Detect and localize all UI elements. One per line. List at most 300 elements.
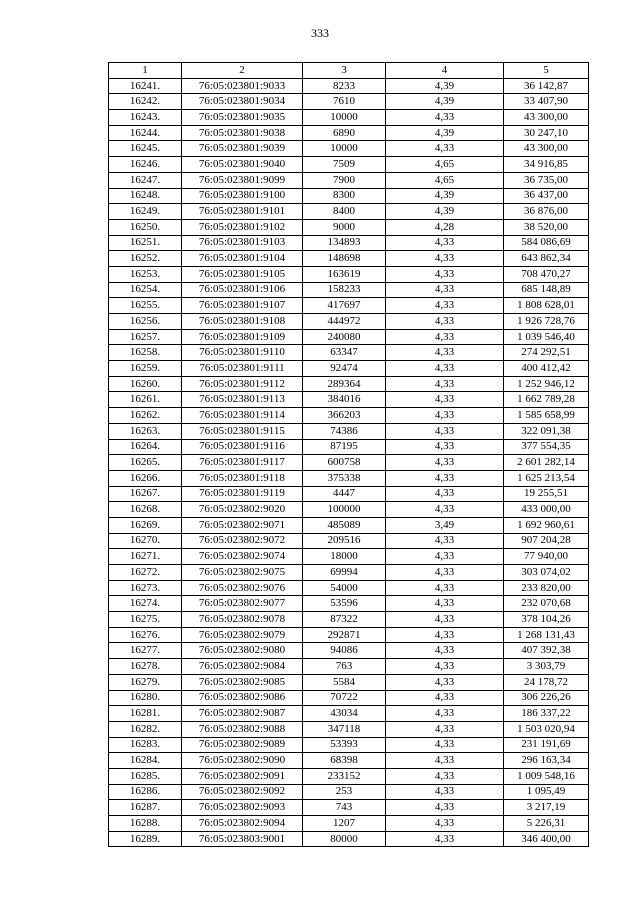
area-cell: 5584 xyxy=(303,674,386,690)
rate-cell: 4,33 xyxy=(386,470,504,486)
rate-cell: 4,33 xyxy=(386,831,504,847)
table-row xyxy=(109,800,589,816)
area-cell: 74386 xyxy=(303,423,386,439)
area-cell: 158233 xyxy=(303,282,386,298)
cadastral-number-cell: 76:05:023801:9040 xyxy=(182,157,303,173)
table-row xyxy=(109,596,589,612)
amount-cell: 322 091,38 xyxy=(504,423,589,439)
cadastral-number-cell: 76:05:023801:9099 xyxy=(182,172,303,188)
row-number-cell: 16285. xyxy=(109,768,182,784)
table-row xyxy=(109,251,589,267)
column-header-3: 3 xyxy=(303,63,386,79)
area-cell: 6890 xyxy=(303,125,386,141)
table-row xyxy=(109,706,589,722)
amount-cell: 19 255,51 xyxy=(504,486,589,502)
area-cell: 4447 xyxy=(303,486,386,502)
rate-cell: 4,28 xyxy=(386,219,504,235)
rate-cell: 4,33 xyxy=(386,502,504,518)
column-header-2: 2 xyxy=(182,63,303,79)
table-row xyxy=(109,816,589,832)
area-cell: 347118 xyxy=(303,721,386,737)
amount-cell: 1 268 131,43 xyxy=(504,627,589,643)
table-row xyxy=(109,282,589,298)
row-number-cell: 16274. xyxy=(109,596,182,612)
table-row xyxy=(109,565,589,581)
area-cell: 1207 xyxy=(303,816,386,832)
cadastral-number-cell: 76:05:023801:9113 xyxy=(182,392,303,408)
amount-cell: 1 926 728,76 xyxy=(504,314,589,330)
column-header-1: 1 xyxy=(109,63,182,79)
table-row xyxy=(109,502,589,518)
area-cell: 69994 xyxy=(303,565,386,581)
amount-cell: 1 503 020,94 xyxy=(504,721,589,737)
table-row xyxy=(109,219,589,235)
amount-cell: 643 862,34 xyxy=(504,251,589,267)
cadastral-number-cell: 76:05:023801:9104 xyxy=(182,251,303,267)
row-number-cell: 16286. xyxy=(109,784,182,800)
rate-cell: 4,39 xyxy=(386,78,504,94)
cadastral-number-cell: 76:05:023801:9102 xyxy=(182,219,303,235)
table-row xyxy=(109,157,589,173)
row-number-cell: 16253. xyxy=(109,266,182,282)
area-cell: 253 xyxy=(303,784,386,800)
rate-cell: 4,65 xyxy=(386,172,504,188)
cadastral-number-cell: 76:05:023801:9117 xyxy=(182,455,303,471)
rate-cell: 4,33 xyxy=(386,439,504,455)
area-cell: 10000 xyxy=(303,141,386,157)
cadastral-number-cell: 76:05:023802:9078 xyxy=(182,612,303,628)
area-cell: 87195 xyxy=(303,439,386,455)
rate-cell: 4,33 xyxy=(386,690,504,706)
row-number-cell: 16241. xyxy=(109,78,182,94)
table-row xyxy=(109,486,589,502)
cadastral-number-cell: 76:05:023801:9110 xyxy=(182,345,303,361)
row-number-cell: 16256. xyxy=(109,314,182,330)
cadastral-number-cell: 76:05:023801:9111 xyxy=(182,361,303,377)
rate-cell: 4,33 xyxy=(386,753,504,769)
table-row xyxy=(109,392,589,408)
rate-cell: 4,33 xyxy=(386,266,504,282)
row-number-cell: 16252. xyxy=(109,251,182,267)
area-cell: 134893 xyxy=(303,235,386,251)
area-cell: 375338 xyxy=(303,470,386,486)
data-table xyxy=(108,62,589,847)
amount-cell: 1 585 658,99 xyxy=(504,408,589,424)
amount-cell: 1 252 946,12 xyxy=(504,376,589,392)
cadastral-number-cell: 76:05:023802:9074 xyxy=(182,549,303,565)
table-row xyxy=(109,643,589,659)
cadastral-number-cell: 76:05:023801:9103 xyxy=(182,235,303,251)
amount-cell: 1 009 548,16 xyxy=(504,768,589,784)
cadastral-number-cell: 76:05:023802:9084 xyxy=(182,659,303,675)
rate-cell: 4,33 xyxy=(386,392,504,408)
table-row xyxy=(109,580,589,596)
table-row xyxy=(109,517,589,533)
table-row xyxy=(109,408,589,424)
amount-cell: 232 070,68 xyxy=(504,596,589,612)
rate-cell: 4,33 xyxy=(386,345,504,361)
row-number-cell: 16282. xyxy=(109,721,182,737)
header-row xyxy=(109,63,589,79)
table-row xyxy=(109,78,589,94)
rate-cell: 4,33 xyxy=(386,329,504,345)
amount-cell: 43 300,00 xyxy=(504,141,589,157)
cadastral-number-cell: 76:05:023802:9020 xyxy=(182,502,303,518)
cadastral-number-cell: 76:05:023801:9108 xyxy=(182,314,303,330)
table-row xyxy=(109,298,589,314)
rate-cell: 4,33 xyxy=(386,580,504,596)
rate-cell: 3,49 xyxy=(386,517,504,533)
amount-cell: 24 178,72 xyxy=(504,674,589,690)
row-number-cell: 16254. xyxy=(109,282,182,298)
cadastral-number-cell: 76:05:023801:9115 xyxy=(182,423,303,439)
table-row xyxy=(109,439,589,455)
row-number-cell: 16265. xyxy=(109,455,182,471)
cadastral-number-cell: 76:05:023801:9033 xyxy=(182,78,303,94)
rate-cell: 4,33 xyxy=(386,141,504,157)
table-row xyxy=(109,172,589,188)
amount-cell: 400 412,42 xyxy=(504,361,589,377)
table-row xyxy=(109,549,589,565)
rate-cell: 4,39 xyxy=(386,94,504,110)
amount-cell: 584 086,69 xyxy=(504,235,589,251)
area-cell: 80000 xyxy=(303,831,386,847)
amount-cell: 907 204,28 xyxy=(504,533,589,549)
amount-cell: 43 300,00 xyxy=(504,110,589,126)
cadastral-number-cell: 76:05:023802:9072 xyxy=(182,533,303,549)
rate-cell: 4,33 xyxy=(386,612,504,628)
table-row xyxy=(109,533,589,549)
area-cell: 9000 xyxy=(303,219,386,235)
cadastral-number-cell: 76:05:023802:9092 xyxy=(182,784,303,800)
area-cell: 417697 xyxy=(303,298,386,314)
area-cell: 70722 xyxy=(303,690,386,706)
table-row xyxy=(109,329,589,345)
rate-cell: 4,33 xyxy=(386,533,504,549)
cadastral-number-cell: 76:05:023801:9105 xyxy=(182,266,303,282)
table-row xyxy=(109,612,589,628)
area-cell: 163619 xyxy=(303,266,386,282)
cadastral-number-cell: 76:05:023802:9093 xyxy=(182,800,303,816)
area-cell: 148698 xyxy=(303,251,386,267)
cadastral-number-cell: 76:05:023802:9080 xyxy=(182,643,303,659)
area-cell: 763 xyxy=(303,659,386,675)
area-cell: 18000 xyxy=(303,549,386,565)
rate-cell: 4,33 xyxy=(386,549,504,565)
cadastral-number-cell: 76:05:023801:9100 xyxy=(182,188,303,204)
row-number-cell: 16250. xyxy=(109,219,182,235)
table-row xyxy=(109,455,589,471)
amount-cell: 36 735,00 xyxy=(504,172,589,188)
row-number-cell: 16263. xyxy=(109,423,182,439)
cadastral-number-cell: 76:05:023802:9086 xyxy=(182,690,303,706)
rate-cell: 4,33 xyxy=(386,659,504,675)
table-row xyxy=(109,125,589,141)
row-number-cell: 16284. xyxy=(109,753,182,769)
amount-cell: 186 337,22 xyxy=(504,706,589,722)
table-row xyxy=(109,361,589,377)
cadastral-number-cell: 76:05:023801:9114 xyxy=(182,408,303,424)
table-row xyxy=(109,204,589,220)
amount-cell: 36 437,00 xyxy=(504,188,589,204)
rate-cell: 4,33 xyxy=(386,110,504,126)
area-cell: 8233 xyxy=(303,78,386,94)
row-number-cell: 16242. xyxy=(109,94,182,110)
row-number-cell: 16243. xyxy=(109,110,182,126)
cadastral-number-cell: 76:05:023802:9091 xyxy=(182,768,303,784)
amount-cell: 346 400,00 xyxy=(504,831,589,847)
table-row xyxy=(109,784,589,800)
row-number-cell: 16257. xyxy=(109,329,182,345)
area-cell: 7900 xyxy=(303,172,386,188)
table-row xyxy=(109,110,589,126)
cadastral-number-cell: 76:05:023801:9034 xyxy=(182,94,303,110)
rate-cell: 4,33 xyxy=(386,706,504,722)
cadastral-number-cell: 76:05:023802:9087 xyxy=(182,706,303,722)
rate-cell: 4,33 xyxy=(386,251,504,267)
row-number-cell: 16283. xyxy=(109,737,182,753)
area-cell: 743 xyxy=(303,800,386,816)
area-cell: 240080 xyxy=(303,329,386,345)
amount-cell: 1 039 546,40 xyxy=(504,329,589,345)
row-number-cell: 16261. xyxy=(109,392,182,408)
cadastral-number-cell: 76:05:023802:9088 xyxy=(182,721,303,737)
area-cell: 7509 xyxy=(303,157,386,173)
row-number-cell: 16281. xyxy=(109,706,182,722)
row-number-cell: 16266. xyxy=(109,470,182,486)
amount-cell: 377 554,35 xyxy=(504,439,589,455)
amount-cell: 296 163,34 xyxy=(504,753,589,769)
amount-cell: 233 820,00 xyxy=(504,580,589,596)
table-row xyxy=(109,831,589,847)
table-row xyxy=(109,188,589,204)
amount-cell: 1 625 213,54 xyxy=(504,470,589,486)
cadastral-number-cell: 76:05:023802:9071 xyxy=(182,517,303,533)
row-number-cell: 16288. xyxy=(109,816,182,832)
column-header-5: 5 xyxy=(504,63,589,79)
rate-cell: 4,33 xyxy=(386,486,504,502)
area-cell: 444972 xyxy=(303,314,386,330)
table-header xyxy=(109,63,589,79)
amount-cell: 2 601 282,14 xyxy=(504,455,589,471)
area-cell: 94086 xyxy=(303,643,386,659)
rate-cell: 4,33 xyxy=(386,314,504,330)
rate-cell: 4,65 xyxy=(386,157,504,173)
row-number-cell: 16272. xyxy=(109,565,182,581)
cadastral-number-cell: 76:05:023801:9112 xyxy=(182,376,303,392)
area-cell: 54000 xyxy=(303,580,386,596)
amount-cell: 30 247,10 xyxy=(504,125,589,141)
rate-cell: 4,33 xyxy=(386,298,504,314)
row-number-cell: 16270. xyxy=(109,533,182,549)
amount-cell: 34 916,85 xyxy=(504,157,589,173)
amount-cell: 685 148,89 xyxy=(504,282,589,298)
row-number-cell: 16255. xyxy=(109,298,182,314)
table-row xyxy=(109,768,589,784)
row-number-cell: 16277. xyxy=(109,643,182,659)
cadastral-number-cell: 76:05:023802:9076 xyxy=(182,580,303,596)
amount-cell: 77 940,00 xyxy=(504,549,589,565)
row-number-cell: 16271. xyxy=(109,549,182,565)
amount-cell: 3 217,19 xyxy=(504,800,589,816)
area-cell: 289364 xyxy=(303,376,386,392)
rate-cell: 4,33 xyxy=(386,737,504,753)
row-number-cell: 16259. xyxy=(109,361,182,377)
rate-cell: 4,33 xyxy=(386,784,504,800)
row-number-cell: 16246. xyxy=(109,157,182,173)
rate-cell: 4,33 xyxy=(386,455,504,471)
area-cell: 87322 xyxy=(303,612,386,628)
table-row xyxy=(109,423,589,439)
row-number-cell: 16276. xyxy=(109,627,182,643)
table-row xyxy=(109,627,589,643)
rate-cell: 4,33 xyxy=(386,235,504,251)
table-row xyxy=(109,235,589,251)
row-number-cell: 16247. xyxy=(109,172,182,188)
amount-cell: 36 876,00 xyxy=(504,204,589,220)
row-number-cell: 16258. xyxy=(109,345,182,361)
rate-cell: 4,33 xyxy=(386,423,504,439)
rate-cell: 4,33 xyxy=(386,768,504,784)
row-number-cell: 16287. xyxy=(109,800,182,816)
cadastral-number-cell: 76:05:023802:9079 xyxy=(182,627,303,643)
rate-cell: 4,39 xyxy=(386,125,504,141)
amount-cell: 3 303,79 xyxy=(504,659,589,675)
amount-cell: 38 520,00 xyxy=(504,219,589,235)
area-cell: 63347 xyxy=(303,345,386,361)
area-cell: 209516 xyxy=(303,533,386,549)
amount-cell: 36 142,87 xyxy=(504,78,589,94)
cadastral-number-cell: 76:05:023802:9085 xyxy=(182,674,303,690)
area-cell: 366203 xyxy=(303,408,386,424)
table-row xyxy=(109,376,589,392)
amount-cell: 274 292,51 xyxy=(504,345,589,361)
table-row xyxy=(109,266,589,282)
page-number: 333 xyxy=(311,26,329,40)
area-cell: 7610 xyxy=(303,94,386,110)
area-cell: 10000 xyxy=(303,110,386,126)
rate-cell: 4,33 xyxy=(386,721,504,737)
table-row xyxy=(109,737,589,753)
amount-cell: 407 392,38 xyxy=(504,643,589,659)
row-number-cell: 16264. xyxy=(109,439,182,455)
row-number-cell: 16289. xyxy=(109,831,182,847)
cadastral-number-cell: 76:05:023801:9109 xyxy=(182,329,303,345)
table-row xyxy=(109,141,589,157)
table-row xyxy=(109,721,589,737)
amount-cell: 33 407,90 xyxy=(504,94,589,110)
cadastral-number-cell: 76:05:023802:9094 xyxy=(182,816,303,832)
row-number-cell: 16275. xyxy=(109,612,182,628)
row-number-cell: 16269. xyxy=(109,517,182,533)
table-row xyxy=(109,470,589,486)
table-body xyxy=(109,78,589,847)
rate-cell: 4,33 xyxy=(386,596,504,612)
table-row xyxy=(109,674,589,690)
area-cell: 600758 xyxy=(303,455,386,471)
area-cell: 68398 xyxy=(303,753,386,769)
row-number-cell: 16280. xyxy=(109,690,182,706)
rate-cell: 4,39 xyxy=(386,204,504,220)
area-cell: 292871 xyxy=(303,627,386,643)
row-number-cell: 16244. xyxy=(109,125,182,141)
table-row xyxy=(109,94,589,110)
area-cell: 233152 xyxy=(303,768,386,784)
row-number-cell: 16248. xyxy=(109,188,182,204)
row-number-cell: 16260. xyxy=(109,376,182,392)
row-number-cell: 16267. xyxy=(109,486,182,502)
cadastral-number-cell: 76:05:023802:9075 xyxy=(182,565,303,581)
area-cell: 485089 xyxy=(303,517,386,533)
cadastral-number-cell: 76:05:023801:9118 xyxy=(182,470,303,486)
amount-cell: 5 226,31 xyxy=(504,816,589,832)
column-header-4: 4 xyxy=(386,63,504,79)
amount-cell: 1 095,49 xyxy=(504,784,589,800)
row-number-cell: 16278. xyxy=(109,659,182,675)
cadastral-number-cell: 76:05:023801:9039 xyxy=(182,141,303,157)
rate-cell: 4,33 xyxy=(386,282,504,298)
area-cell: 8300 xyxy=(303,188,386,204)
area-cell: 384016 xyxy=(303,392,386,408)
rate-cell: 4,33 xyxy=(386,627,504,643)
rate-cell: 4,33 xyxy=(386,408,504,424)
area-cell: 8400 xyxy=(303,204,386,220)
amount-cell: 303 074,02 xyxy=(504,565,589,581)
area-cell: 100000 xyxy=(303,502,386,518)
rate-cell: 4,33 xyxy=(386,643,504,659)
table-row xyxy=(109,753,589,769)
cadastral-number-cell: 76:05:023802:9089 xyxy=(182,737,303,753)
cadastral-number-cell: 76:05:023801:9035 xyxy=(182,110,303,126)
amount-cell: 231 191,69 xyxy=(504,737,589,753)
amount-cell: 708 470,27 xyxy=(504,266,589,282)
cadastral-number-cell: 76:05:023801:9107 xyxy=(182,298,303,314)
rate-cell: 4,33 xyxy=(386,674,504,690)
area-cell: 53393 xyxy=(303,737,386,753)
rate-cell: 4,33 xyxy=(386,816,504,832)
cadastral-number-cell: 76:05:023802:9077 xyxy=(182,596,303,612)
rate-cell: 4,33 xyxy=(386,376,504,392)
cadastral-number-cell: 76:05:023801:9106 xyxy=(182,282,303,298)
area-cell: 53596 xyxy=(303,596,386,612)
table-row xyxy=(109,345,589,361)
row-number-cell: 16249. xyxy=(109,204,182,220)
cadastral-number-cell: 76:05:023801:9119 xyxy=(182,486,303,502)
area-cell: 92474 xyxy=(303,361,386,377)
rate-cell: 4,33 xyxy=(386,800,504,816)
table-row xyxy=(109,690,589,706)
row-number-cell: 16279. xyxy=(109,674,182,690)
cadastral-number-cell: 76:05:023801:9116 xyxy=(182,439,303,455)
amount-cell: 1 808 628,01 xyxy=(504,298,589,314)
cadastral-number-cell: 76:05:023801:9038 xyxy=(182,125,303,141)
cadastral-number-cell: 76:05:023803:9001 xyxy=(182,831,303,847)
rate-cell: 4,39 xyxy=(386,188,504,204)
row-number-cell: 16273. xyxy=(109,580,182,596)
amount-cell: 433 000,00 xyxy=(504,502,589,518)
amount-cell: 1 692 960,61 xyxy=(504,517,589,533)
amount-cell: 1 662 789,28 xyxy=(504,392,589,408)
row-number-cell: 16251. xyxy=(109,235,182,251)
row-number-cell: 16268. xyxy=(109,502,182,518)
area-cell: 43034 xyxy=(303,706,386,722)
cadastral-number-cell: 76:05:023801:9101 xyxy=(182,204,303,220)
table-row xyxy=(109,314,589,330)
table-row xyxy=(109,659,589,675)
cadastral-number-cell: 76:05:023802:9090 xyxy=(182,753,303,769)
amount-cell: 306 226,26 xyxy=(504,690,589,706)
rate-cell: 4,33 xyxy=(386,361,504,377)
